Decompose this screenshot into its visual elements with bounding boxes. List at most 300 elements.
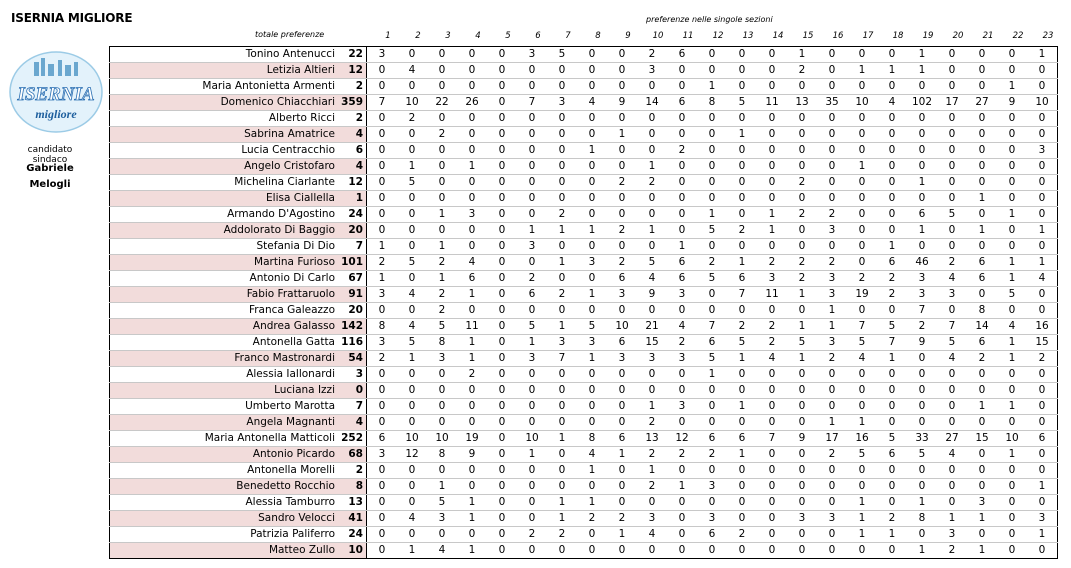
section-value-cell: 0 [1027,447,1058,463]
section-value-cell: 0 [487,143,517,159]
section-value-cell: 0 [427,367,457,383]
section-value-cell: 3 [517,351,547,367]
section-value-cell: 0 [487,479,517,495]
section-value-cell: 4 [457,255,487,271]
section-number: 23 [1042,31,1054,41]
section-value-cell: 2 [817,255,847,271]
section-value-cell: 0 [487,367,517,383]
total-cell: 7 [338,399,367,415]
section-value-cell: 0 [757,367,787,383]
candidate-name-cell: Addolorato Di Baggio [110,223,339,239]
section-value-cell: 3 [1027,511,1058,527]
section-value-cell: 1 [847,63,877,79]
section-value-cell: 0 [637,495,667,511]
section-value-cell: 0 [367,463,398,479]
section-value-cell: 0 [397,47,427,63]
section-value-cell: 1 [727,351,757,367]
section-value-cell: 2 [427,255,457,271]
section-value-cell: 0 [487,303,517,319]
section-value-cell: 0 [847,127,877,143]
section-value-cell: 0 [1027,191,1058,207]
section-value-cell: 5 [697,223,727,239]
candidate-name-cell: Alberto Ricci [110,111,339,127]
table-row [110,191,1058,207]
section-value-cell: 0 [727,479,757,495]
section-value-cell: 0 [877,383,907,399]
section-value-cell: 0 [997,479,1027,495]
section-value-cell: 0 [637,303,667,319]
section-value-cell: 1 [577,463,607,479]
section-value-cell: 0 [877,191,907,207]
section-value-cell: 1 [727,127,757,143]
section-value-cell: 0 [757,447,787,463]
section-value-cell: 0 [577,79,607,95]
section-value-cell: 0 [877,495,907,511]
section-number: 12 [712,31,724,41]
section-value-cell: 7 [517,95,547,111]
section-value-cell: 6 [367,431,398,447]
section-value-cell: 1 [817,303,847,319]
section-value-cell: 1 [997,255,1027,271]
section-value-cell: 0 [997,383,1027,399]
section-value-cell: 1 [757,207,787,223]
section-value-cell: 0 [547,415,577,431]
section-number: 6 [535,31,541,41]
section-value-cell: 0 [847,143,877,159]
section-value-cell: 8 [427,335,457,351]
section-value-cell: 0 [427,47,457,63]
section-value-cell: 0 [1027,175,1058,191]
section-value-cell: 3 [547,335,577,351]
section-value-cell: 5 [937,335,967,351]
section-value-cell: 0 [397,415,427,431]
section-value-cell: 1 [517,447,547,463]
section-value-cell: 0 [847,367,877,383]
section-value-cell: 17 [937,95,967,111]
section-value-cell: 0 [697,463,727,479]
section-value-cell: 0 [877,543,907,559]
section-value-cell: 1 [967,399,997,415]
section-value-cell: 0 [457,399,487,415]
candidate-name-cell: Fabio Frattaruolo [110,287,339,303]
candidate-name-cell: Antonella Gatta [110,335,339,351]
section-value-cell: 0 [1027,239,1058,255]
section-value-cell: 1 [727,399,757,415]
section-value-cell: 2 [787,271,817,287]
section-value-cell: 0 [667,207,697,223]
section-value-cell: 4 [667,319,697,335]
section-value-cell: 0 [907,111,937,127]
table-row [110,159,1058,175]
section-value-cell: 0 [847,47,877,63]
section-value-cell: 0 [727,143,757,159]
section-value-cell: 6 [967,255,997,271]
section-value-cell: 0 [937,479,967,495]
section-value-cell: 0 [517,383,547,399]
section-value-cell: 1 [997,351,1027,367]
section-value-cell: 0 [487,399,517,415]
section-value-cell: 0 [877,47,907,63]
section-value-cell: 6 [607,431,637,447]
section-value-cell: 1 [427,271,457,287]
section-value-cell: 0 [667,223,697,239]
section-value-cell: 0 [757,47,787,63]
section-value-cell: 4 [937,447,967,463]
section-number: 10 [652,31,664,41]
section-value-cell: 10 [397,95,427,111]
section-value-cell: 0 [697,287,727,303]
section-value-cell: 16 [1027,319,1058,335]
total-cell: 116 [338,335,367,351]
section-value-cell: 9 [997,95,1027,111]
section-number: 18 [892,31,904,41]
total-cell: 68 [338,447,367,463]
section-value-cell: 2 [937,255,967,271]
section-value-cell: 0 [787,383,817,399]
section-value-cell: 1 [817,415,847,431]
section-value-cell: 4 [397,63,427,79]
section-value-cell: 1 [1027,527,1058,543]
section-value-cell: 0 [667,415,697,431]
section-value-cell: 8 [697,95,727,111]
section-value-cell: 0 [727,111,757,127]
section-value-cell: 1 [697,207,727,223]
section-value-cell: 8 [967,303,997,319]
candidate-name-cell: Antonio Picardo [110,447,339,463]
section-value-cell: 0 [727,207,757,223]
section-value-cell: 1 [877,239,907,255]
section-value-cell: 2 [637,175,667,191]
section-value-cell: 12 [667,431,697,447]
section-value-cell: 0 [967,447,997,463]
preferences-table [109,46,1058,559]
section-value-cell: 0 [967,111,997,127]
section-value-cell: 1 [457,495,487,511]
section-value-cell: 0 [367,191,398,207]
candidate-last-name: Melogli [29,179,71,190]
section-value-cell: 3 [367,447,398,463]
section-value-cell: 4 [397,319,427,335]
section-value-cell: 2 [667,143,697,159]
section-value-cell: 2 [547,207,577,223]
section-value-cell: 0 [1027,415,1058,431]
total-cell: 252 [338,431,367,447]
section-value-cell: 0 [607,63,637,79]
section-value-cell: 1 [847,415,877,431]
section-value-cell: 0 [667,111,697,127]
section-value-cell: 1 [1027,479,1058,495]
section-value-cell: 16 [847,431,877,447]
section-value-cell: 0 [517,111,547,127]
section-value-cell: 0 [1027,207,1058,223]
section-value-cell: 5 [997,287,1027,303]
section-value-cell: 17 [817,431,847,447]
section-value-cell: 0 [637,127,667,143]
section-value-cell: 0 [577,175,607,191]
section-value-cell: 0 [667,159,697,175]
section-value-cell: 0 [937,143,967,159]
section-value-cell: 0 [997,159,1027,175]
section-value-cell: 2 [937,543,967,559]
table-row [110,479,1058,495]
section-value-cell: 0 [787,543,817,559]
section-value-cell: 2 [877,271,907,287]
table-row [110,255,1058,271]
section-value-cell: 0 [577,479,607,495]
section-value-cell: 0 [577,543,607,559]
section-value-cell: 5 [397,335,427,351]
section-value-cell: 2 [397,111,427,127]
section-value-cell: 11 [757,95,787,111]
section-value-cell: 0 [547,79,577,95]
section-value-cell: 4 [637,271,667,287]
section-value-cell: 0 [817,367,847,383]
section-number: 4 [475,31,481,41]
candidate-name-cell: Angela Magnanti [110,415,339,431]
section-value-cell: 0 [637,111,667,127]
section-value-cell: 2 [637,415,667,431]
section-value-cell: 0 [607,191,637,207]
section-value-cell: 0 [427,527,457,543]
section-value-cell: 0 [607,479,637,495]
candidate-name-cell: Maria Antonella Matticoli [110,431,339,447]
table-row [110,207,1058,223]
section-value-cell: 0 [787,447,817,463]
table-row [110,351,1058,367]
section-value-cell: 10 [517,431,547,447]
section-value-cell: 0 [487,431,517,447]
total-cell: 54 [338,351,367,367]
section-value-cell: 0 [427,223,457,239]
section-number: 17 [862,31,874,41]
section-value-cell: 2 [787,63,817,79]
section-value-cell: 0 [667,527,697,543]
section-value-cell: 0 [727,543,757,559]
section-value-cell: 0 [847,543,877,559]
section-value-cell: 27 [937,431,967,447]
section-value-cell: 0 [517,63,547,79]
section-value-cell: 1 [397,159,427,175]
section-value-cell: 0 [667,463,697,479]
section-value-cell: 3 [667,287,697,303]
section-value-cell: 0 [727,239,757,255]
table-row [110,175,1058,191]
candidate-name-cell: Letizia Altieri [110,63,339,79]
candidate-name-cell: Alessia Tamburro [110,495,339,511]
section-number: 11 [682,31,694,41]
section-value-cell: 0 [847,175,877,191]
section-value-cell: 2 [667,447,697,463]
section-value-cell: 10 [1027,95,1058,111]
section-value-cell: 0 [607,383,637,399]
section-value-cell: 2 [607,175,637,191]
table-row [110,303,1058,319]
section-value-cell: 0 [367,511,398,527]
section-value-cell: 10 [997,431,1027,447]
section-value-cell: 0 [997,111,1027,127]
section-value-cell: 0 [457,47,487,63]
section-value-cell: 0 [577,415,607,431]
section-value-cell: 2 [757,335,787,351]
section-value-cell: 0 [877,415,907,431]
section-value-cell: 0 [967,127,997,143]
section-value-cell: 0 [607,463,637,479]
section-value-cell: 0 [487,95,517,111]
section-value-cell: 0 [517,127,547,143]
section-value-cell: 0 [877,159,907,175]
section-number: 14 [772,31,784,41]
section-value-cell: 0 [427,191,457,207]
section-value-cell: 14 [637,95,667,111]
section-value-cell: 2 [727,319,757,335]
total-cell: 6 [338,143,367,159]
section-value-cell: 0 [757,511,787,527]
section-number: 8 [595,31,601,41]
section-value-cell: 0 [487,271,517,287]
section-value-cell: 5 [727,95,757,111]
section-value-cell: 1 [517,223,547,239]
section-value-cell: 3 [937,527,967,543]
section-value-cell: 9 [457,447,487,463]
section-number: 2 [415,31,421,41]
section-value-cell: 0 [877,223,907,239]
section-value-cell: 5 [907,447,937,463]
section-value-cell: 0 [667,367,697,383]
section-value-cell: 0 [757,495,787,511]
section-value-cell: 3 [817,287,847,303]
section-value-cell: 3 [697,511,727,527]
section-value-cell: 0 [607,159,637,175]
section-value-cell: 0 [787,127,817,143]
section-value-cell: 0 [487,223,517,239]
section-value-cell: 1 [907,495,937,511]
section-value-cell: 0 [487,351,517,367]
section-value-cell: 0 [817,191,847,207]
section-value-cell: 5 [427,495,457,511]
section-value-cell: 0 [697,415,727,431]
section-value-cell: 0 [727,511,757,527]
section-value-cell: 0 [997,463,1027,479]
section-value-cell: 0 [457,527,487,543]
section-value-cell: 0 [607,367,637,383]
section-value-cell: 5 [877,431,907,447]
candidate-name-cell: Martina Furioso [110,255,339,271]
section-value-cell: 0 [757,143,787,159]
section-value-cell: 0 [367,207,398,223]
table-row [110,543,1058,559]
section-number: 21 [982,31,994,41]
section-value-cell: 0 [697,143,727,159]
section-value-cell: 3 [937,287,967,303]
section-value-cell: 0 [397,143,427,159]
section-value-cell: 0 [457,127,487,143]
section-value-cell: 0 [367,63,398,79]
section-value-cell: 3 [637,511,667,527]
section-value-cell: 0 [907,159,937,175]
section-value-cell: 0 [367,383,398,399]
candidate-name-cell: Matteo Zullo [110,543,339,559]
section-value-cell: 0 [637,79,667,95]
total-cell: 24 [338,527,367,543]
section-value-cell: 0 [967,63,997,79]
section-value-cell: 0 [547,463,577,479]
candidate-name-cell: Sandro Velocci [110,511,339,527]
section-value-cell: 0 [517,175,547,191]
section-value-cell: 0 [667,303,697,319]
section-value-cell: 2 [667,335,697,351]
section-value-cell: 0 [997,143,1027,159]
section-value-cell: 4 [397,287,427,303]
section-value-cell: 26 [457,95,487,111]
section-value-cell: 4 [847,351,877,367]
section-value-cell: 0 [547,111,577,127]
section-value-cell: 2 [367,351,398,367]
section-value-cell: 0 [757,399,787,415]
section-value-cell: 0 [817,527,847,543]
section-number: 3 [445,31,451,41]
section-value-cell: 1 [1027,47,1058,63]
section-value-cell: 1 [427,479,457,495]
section-value-cell: 0 [547,239,577,255]
section-value-cell: 0 [577,271,607,287]
section-value-cell: 6 [697,527,727,543]
table-row [110,239,1058,255]
section-value-cell: 0 [877,303,907,319]
total-cell: 8 [338,479,367,495]
section-value-cell: 2 [877,511,907,527]
section-value-cell: 0 [637,383,667,399]
section-value-cell: 1 [847,159,877,175]
section-value-cell: 1 [397,351,427,367]
section-value-cell: 0 [517,207,547,223]
section-value-cell: 0 [607,143,637,159]
section-value-cell: 0 [487,47,517,63]
section-value-cell: 0 [967,383,997,399]
section-value-cell: 6 [967,335,997,351]
section-value-cell: 4 [427,543,457,559]
section-value-cell: 7 [907,303,937,319]
section-value-cell: 0 [637,191,667,207]
section-value-cell: 1 [1027,255,1058,271]
section-value-cell: 4 [877,95,907,111]
section-value-cell: 0 [517,511,547,527]
section-value-cell: 8 [577,431,607,447]
section-value-cell: 0 [817,399,847,415]
section-number: 19 [922,31,934,41]
section-value-cell: 7 [367,95,398,111]
total-cell: 0 [338,383,367,399]
section-value-cell: 0 [787,223,817,239]
section-number: 1 [385,31,391,41]
section-value-cell: 2 [457,367,487,383]
section-value-cell: 0 [907,351,937,367]
section-value-cell: 0 [757,303,787,319]
section-value-cell: 0 [877,143,907,159]
section-value-cell: 0 [517,159,547,175]
section-value-cell: 10 [607,319,637,335]
section-value-cell: 1 [547,255,577,271]
section-value-cell: 0 [877,79,907,95]
section-value-cell: 1 [547,495,577,511]
section-value-cell: 0 [667,383,697,399]
section-value-cell: 0 [937,303,967,319]
candidate-name-cell: Angelo Cristofaro [110,159,339,175]
section-value-cell: 0 [487,335,517,351]
section-value-cell: 0 [397,303,427,319]
section-value-cell: 0 [757,79,787,95]
section-value-cell: 0 [517,415,547,431]
section-number: 9 [625,31,631,41]
